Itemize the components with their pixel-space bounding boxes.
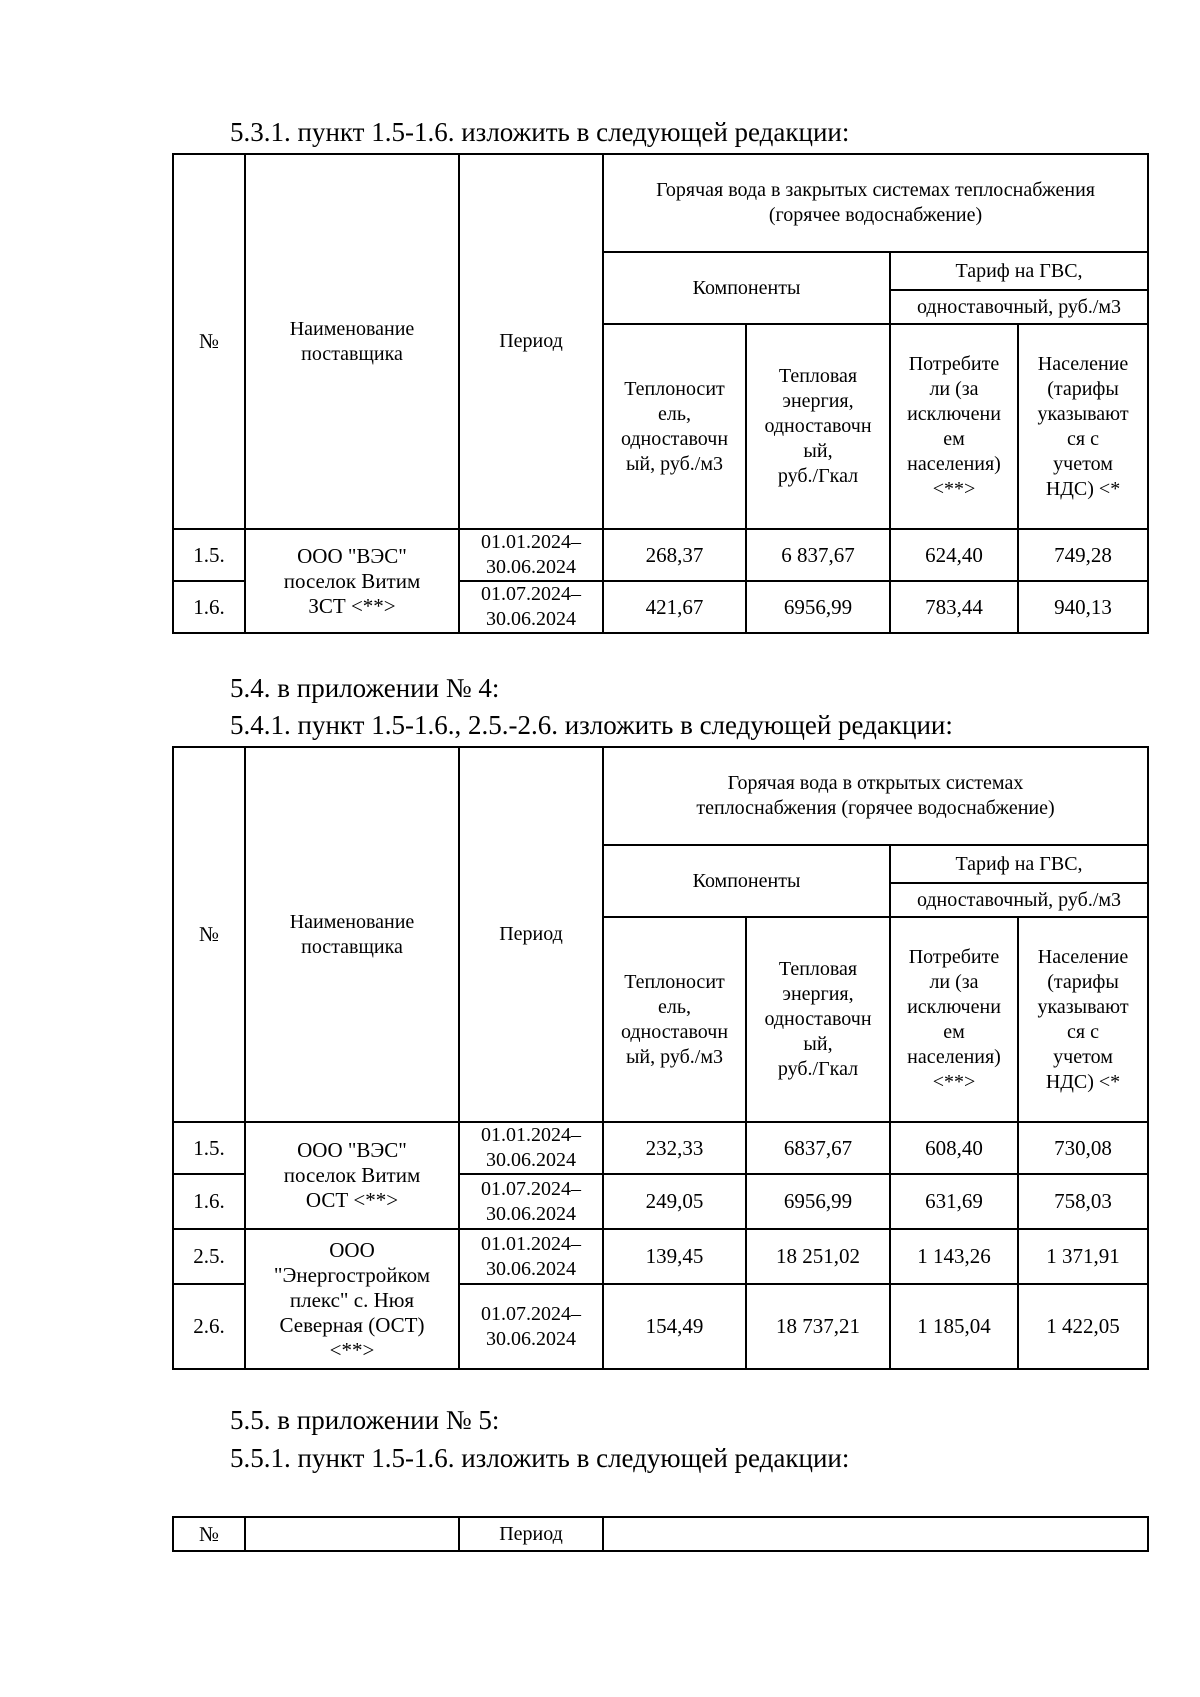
header-tariff-line2: одноставочный, руб./м3 bbox=[916, 888, 1122, 911]
paragraph-5-4-1: 5.4.1. пункт 1.5-1.6., 2.5.-2.6. изложить в следующей редакции: bbox=[230, 710, 953, 740]
cell-supplier: ООО "ВЭС" поселок Витим ЗСТ <**> bbox=[245, 529, 459, 633]
cell-heat: 18 737,21 bbox=[746, 1284, 890, 1369]
header-components: Компоненты bbox=[603, 252, 890, 324]
cell-period: 01.01.2024– 30.06.2024 bbox=[459, 1229, 603, 1284]
cell-population: 1 371,91 bbox=[1018, 1229, 1148, 1284]
cell-supplier: ООО "ВЭС" поселок Витим ОСТ <**> bbox=[245, 1122, 459, 1229]
header-heat: Тепловая энергия, одноставочн ый, руб./Гкал bbox=[746, 324, 890, 529]
cell-population: 730,08 bbox=[1018, 1122, 1148, 1174]
cell-heat: 6 837,67 bbox=[746, 529, 890, 581]
cell-population: 758,03 bbox=[1018, 1174, 1148, 1229]
header-group-title: Горячая вода в открытых системах теплоснабжения (горячее водоснабжение) bbox=[603, 747, 1148, 845]
cell-consumers: 624,40 bbox=[890, 529, 1018, 581]
paragraph-5-5: 5.5. в приложении № 5: bbox=[230, 1405, 500, 1435]
cell-population: 749,28 bbox=[1018, 529, 1148, 581]
cell-consumers: 631,69 bbox=[890, 1174, 1018, 1229]
header-tariff-line1: Тариф на ГВС, bbox=[891, 253, 1147, 291]
cell-heat: 6837,67 bbox=[746, 1122, 890, 1174]
cell-population: 940,13 bbox=[1018, 581, 1148, 633]
table-row bbox=[173, 1122, 1148, 1174]
header-num: № bbox=[173, 747, 245, 1122]
header-group-title: Горячая вода в закрытых системах теплоснабжения (горячее водоснабжение) bbox=[603, 154, 1148, 252]
cell-consumers: 1 143,26 bbox=[890, 1229, 1018, 1284]
cell-carrier: 232,33 bbox=[603, 1122, 746, 1174]
header-population: Население (тарифы указывают ся с учетом НДС) <* bbox=[1018, 917, 1148, 1122]
cell-period: 01.07.2024– 30.06.2024 bbox=[459, 1284, 603, 1369]
header-consumers: Потребите ли (за исключени ем населения) <**> bbox=[890, 324, 1018, 529]
header-consumers: Потребите ли (за исключени ем населения) <**> bbox=[890, 917, 1018, 1122]
header-heat: Тепловая энергия, одноставочн ый, руб./Гкал bbox=[746, 917, 890, 1122]
header-period: Период bbox=[459, 747, 603, 1122]
cell-carrier: 139,45 bbox=[603, 1229, 746, 1284]
header-tariff bbox=[890, 252, 1148, 324]
paragraph-5-5-1: 5.5.1. пункт 1.5-1.6. изложить в следующей редакции: bbox=[230, 1443, 850, 1473]
cell-consumers: 608,40 bbox=[890, 1122, 1018, 1174]
header-period: Период bbox=[459, 154, 603, 529]
cell-carrier: 249,05 bbox=[603, 1174, 746, 1229]
cell-heat: 18 251,02 bbox=[746, 1229, 890, 1284]
cell-consumers: 783,44 bbox=[890, 581, 1018, 633]
cell-population: 1 422,05 bbox=[1018, 1284, 1148, 1369]
paragraph-5-3-1: 5.3.1. пункт 1.5-1.6. изложить в следующей редакции: bbox=[230, 117, 850, 147]
cell-supplier: ООО "Энергостройком плекс" с. Нюя Северная (ОСТ) <**> bbox=[245, 1229, 459, 1369]
header-carrier: Теплоносит ель, одноставочн ый, руб./м3 bbox=[603, 324, 746, 529]
header-period: Период bbox=[459, 1517, 603, 1551]
header-supplier: Наименование поставщика bbox=[245, 747, 459, 1122]
cell-carrier: 268,37 bbox=[603, 529, 746, 581]
header-supplier bbox=[245, 1517, 459, 1551]
header-population: Население (тарифы указывают ся с учетом НДС) <* bbox=[1018, 324, 1148, 529]
cell-num: 1.6. bbox=[173, 581, 245, 633]
cell-num: 1.5. bbox=[173, 1122, 245, 1174]
header-group-title bbox=[603, 1517, 1148, 1551]
cell-period: 01.01.2024– 30.06.2024 bbox=[459, 529, 603, 581]
cell-num: 1.6. bbox=[173, 1174, 245, 1229]
cell-heat: 6956,99 bbox=[746, 1174, 890, 1229]
table-row bbox=[173, 1229, 1148, 1284]
tariff-table-open-systems bbox=[172, 746, 1149, 1370]
paragraph-5-4: 5.4. в приложении № 4: bbox=[230, 673, 500, 703]
header-tariff-line1: Тариф на ГВС, bbox=[891, 846, 1147, 884]
cell-carrier: 421,67 bbox=[603, 581, 746, 633]
header-supplier: Наименование поставщика bbox=[245, 154, 459, 529]
tariff-table-closed-systems bbox=[172, 153, 1149, 634]
cell-carrier: 154,49 bbox=[603, 1284, 746, 1369]
cell-num: 2.6. bbox=[173, 1284, 245, 1369]
header-components: Компоненты bbox=[603, 845, 890, 917]
cell-heat: 6956,99 bbox=[746, 581, 890, 633]
cell-period: 01.07.2024– 30.06.2024 bbox=[459, 581, 603, 633]
header-num: № bbox=[173, 154, 245, 529]
header-tariff bbox=[890, 845, 1148, 917]
tariff-table-appendix-5 bbox=[172, 1516, 1149, 1552]
header-carrier: Теплоносит ель, одноставочн ый, руб./м3 bbox=[603, 917, 746, 1122]
header-tariff-line2: одноставочный, руб./м3 bbox=[916, 295, 1122, 318]
cell-num: 2.5. bbox=[173, 1229, 245, 1284]
cell-period: 01.01.2024– 30.06.2024 bbox=[459, 1122, 603, 1174]
cell-num: 1.5. bbox=[173, 529, 245, 581]
table-row bbox=[173, 529, 1148, 581]
cell-period: 01.07.2024– 30.06.2024 bbox=[459, 1174, 603, 1229]
header-num: № bbox=[173, 1517, 245, 1551]
cell-consumers: 1 185,04 bbox=[890, 1284, 1018, 1369]
